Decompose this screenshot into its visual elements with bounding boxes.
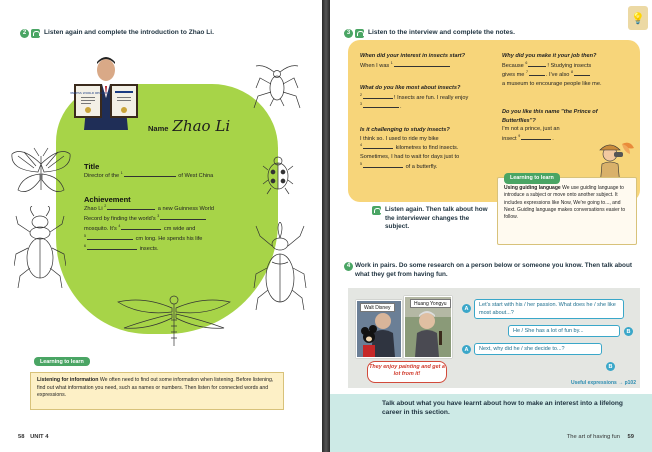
note-blank-3[interactable]: [363, 102, 399, 108]
stag-beetle-illustration: [14, 206, 66, 288]
title-heading: Title: [84, 162, 100, 171]
tip-heading: Using guiding language: [504, 185, 561, 191]
ladybug-illustration: [262, 152, 294, 196]
page-gutter: [322, 0, 330, 452]
zhao-li-photo: [70, 50, 142, 130]
blank-4[interactable]: [121, 224, 161, 230]
exercise-instruction: Work in pairs. Do some research on a person below or someone you know. Then talk about what they get from having fun.: [355, 262, 632, 278]
note-q3: Is it challenging to study insects? I think so. I used to ride my bike $^4$ kilometres to find insects. Sometimes, I had to wait for days just to $^5$ of a butterfly.: [360, 127, 460, 170]
blank-number: 1: [120, 171, 123, 175]
note-q4: Why did you make it your job then? Because $^6$ ! Studying insects gives me $^7$ . I've also $^8$ a museum to encourage people like me.: [502, 53, 602, 87]
dialogue-bubble-1: Let's start with his / her passion. What does he / she like most about...?: [474, 299, 624, 319]
tip-body: We often need to find out some information when listening. Before listening, find out what information you need, such as names or numbers. Then listen for connected words and expressions.: [37, 377, 274, 399]
page-number: 59: [627, 434, 634, 440]
blank-5[interactable]: [87, 234, 133, 240]
right-footer: [567, 434, 634, 440]
guiding-language-box: [497, 174, 637, 245]
note-blank-6[interactable]: [528, 61, 546, 67]
speaker-b-icon: B: [624, 327, 633, 336]
unit-label: UNIT 4: [30, 434, 49, 440]
note-blank-2[interactable]: [363, 93, 393, 99]
note-q2: What do you like most about insects? $^2$ ! Insects are fun. I really enjoy $^3$ .: [360, 85, 469, 111]
audio-icon[interactable]: [372, 206, 381, 215]
blank-6[interactable]: [87, 244, 137, 250]
exercise-number: 3: [344, 29, 353, 38]
right-page: [330, 0, 652, 452]
dialogue-bubble-3: Next, why did he / she decide to...?: [474, 343, 602, 355]
note-blank-4[interactable]: [363, 143, 393, 149]
achievement-heading: Achievement: [84, 195, 131, 204]
speaker-b-icon: B: [606, 362, 615, 371]
left-footer: [18, 434, 48, 440]
note-blank-5[interactable]: [363, 162, 403, 168]
certificate-text: GUINNESS WORLD RECORDS: [70, 91, 110, 95]
rhino-beetle-illustration: [252, 222, 308, 310]
exercise-instruction: Listen again and complete the introduction to Zhao Li.: [44, 29, 214, 36]
name-label: Name: [148, 124, 169, 133]
exercise-instruction: Listen again. Then talk about how the interviewer changes the subject.: [385, 206, 488, 231]
blank-1[interactable]: [124, 171, 176, 177]
blank-3[interactable]: [160, 214, 206, 220]
note-blank-7[interactable]: [529, 70, 545, 76]
speaker-a-icon: A: [462, 304, 471, 313]
section-title: The art of having fun: [566, 434, 620, 440]
note-blank-8[interactable]: [574, 70, 590, 76]
huang-yongyu-label: Huang Yongyu: [410, 299, 451, 308]
exercise-3-heading: [344, 29, 634, 38]
walt-disney-label: Walt Disney: [360, 303, 395, 312]
speaker-a-icon: A: [462, 345, 471, 354]
tip-body: We use guiding language to introduce a subject or move onto another subject. It includes expressions like Now, We're going to..., and Next. Guiding language makes conversations easier to follow.: [504, 185, 626, 220]
learning-to-learn-box: [30, 372, 284, 410]
exercise-instruction: Listen to the interview and complete the notes.: [368, 29, 515, 36]
butterfly-illustration: [8, 146, 74, 198]
page-number: 58: [18, 434, 25, 440]
left-page: [0, 0, 322, 452]
dialogue-bubble-2: He / She has a lot of fun by...: [508, 325, 620, 337]
title-line: Director of the $^1$ of West China: [84, 171, 214, 179]
note-blank-1[interactable]: [394, 61, 450, 67]
note-blank-9[interactable]: [521, 134, 551, 140]
exercise-3b-heading: [372, 206, 490, 232]
name-field: [148, 117, 230, 135]
audio-icon[interactable]: [355, 29, 364, 38]
note-q1: When did your interest in insects start? When I was $^1$: [360, 53, 466, 69]
dragonfly-illustration: [114, 290, 234, 348]
achievement-section: Achievement Zhao Li $^2$ a new Guinness World Record by finding the world's $^3$ mosquito. It's $^4$ cm wide and $^5$ cm long. He spends his life $^6$ insects.: [84, 195, 274, 254]
tip-heading: Listening for information: [37, 377, 99, 383]
useful-expressions-link[interactable]: Useful expressions → p102: [570, 380, 636, 386]
learning-to-learn-tag: Learning to learn: [504, 173, 560, 184]
blank-2[interactable]: [107, 204, 155, 210]
audio-icon[interactable]: [31, 29, 40, 38]
exercise-number: 4: [344, 262, 353, 271]
exercise-number: 2: [20, 29, 29, 38]
photo-caption: They enjoy painting and get a lot from it!: [367, 361, 447, 383]
learning-to-learn-tag: Learning to learn: [34, 357, 90, 366]
grasshopper-illustration: [252, 62, 302, 110]
exercise-2-heading: [20, 29, 310, 38]
lightbulb-icon[interactable]: 💡: [628, 6, 648, 30]
note-q5: Do you like this name "the Prince of Butterflies"? I'm not a prince, just an insect $^9$ .: [502, 109, 598, 142]
title-section: [84, 162, 254, 181]
name-value: Zhao Li: [172, 117, 231, 135]
exercise-4-heading: [344, 262, 644, 279]
summary-text: Talk about what you have learnt about how to make an interest into a lifelong career in this section.: [382, 400, 623, 417]
